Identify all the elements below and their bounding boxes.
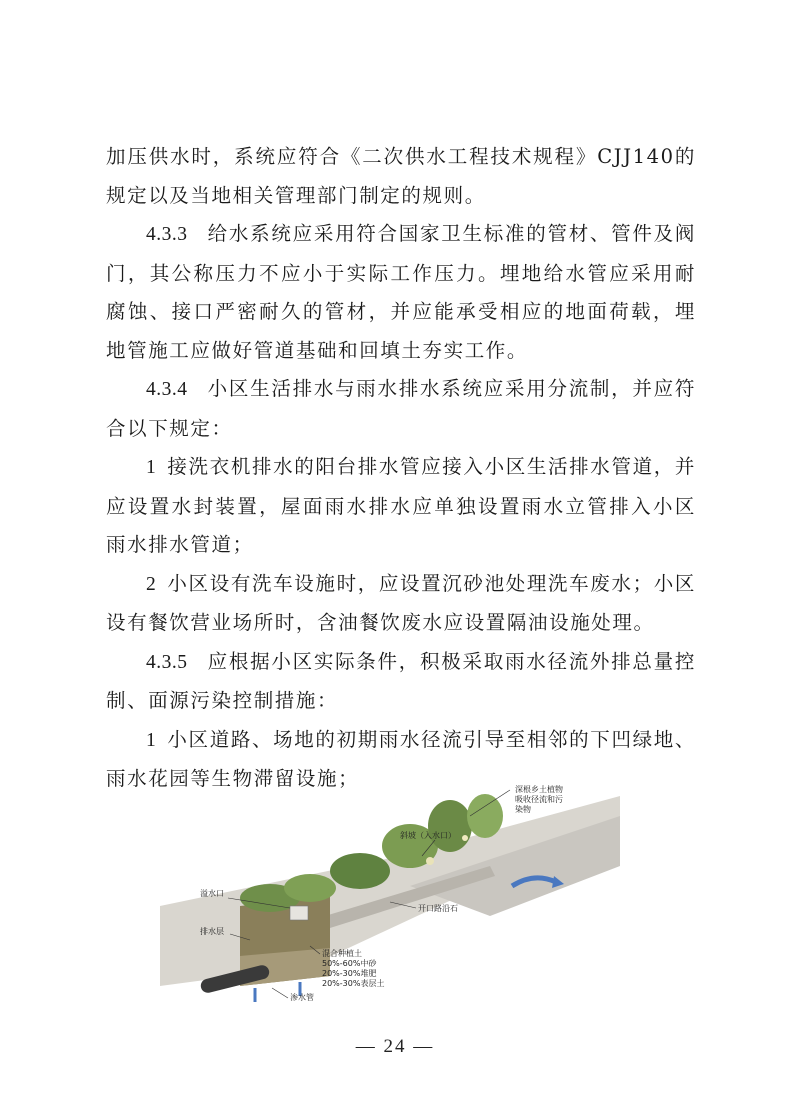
label-slope: 斜坡（入水口） (400, 831, 456, 840)
clause-4-3-3 (106, 215, 696, 370)
clause-number: 4.3.3 (146, 224, 188, 245)
label-plants-1: 深根乡土植物 (515, 785, 563, 794)
paragraph-text: 接洗衣机排水的阳台排水管应接入小区生活排水管道，并应设置水封装置，屋面雨水排水应单独设置雨水立管排入小区雨水排水管道； (106, 455, 696, 556)
leader-line (272, 988, 288, 998)
clause-4-3-5 (106, 643, 696, 721)
label-overflow: 溢水口 (200, 889, 224, 898)
label-plants-3: 染物 (515, 805, 531, 814)
clause-4-3-4 (106, 370, 696, 448)
item-number: 1 (146, 729, 158, 751)
label-pipe: 渗水管 (290, 993, 314, 1002)
plant-cluster (330, 853, 390, 889)
label-soil-1: 混合种植土 (322, 949, 362, 958)
label-plants-2: 吸收径流和污 (515, 795, 563, 804)
bioretention-figure (160, 776, 620, 1006)
bioretention-illustration (160, 776, 620, 1006)
item-number: 2 (146, 573, 158, 595)
label-soil-4: 20%-30%表层土 (322, 979, 385, 988)
flower (462, 835, 468, 841)
label-curb: 开口路沿石 (418, 904, 458, 913)
paragraph-text: 应根据小区实际条件，积极采取雨水径流外排总量控制、面源污染控制措施： (106, 649, 696, 712)
label-drain-layer: 排水层 (200, 927, 224, 936)
list-item (106, 448, 696, 565)
overflow-box (290, 906, 308, 920)
plant-cluster (428, 800, 472, 852)
paragraph-text: 小区道路、场地的初期雨水径流引导至相邻的下凹绿地、雨水花园等生物滞留设施； (106, 727, 696, 790)
paragraph-text: 小区设有洗车设施时，应设置沉砂池处理洗车废水；小区设有餐饮营业场所时，含油餐饮废水应设置隔油设施处理。 (106, 571, 696, 634)
paragraph-text: 小区生活排水与雨水排水系统应采用分流制，并应符合以下规定： (106, 377, 696, 440)
clause-number: 4.3.5 (146, 651, 188, 673)
page-number: — 24 — (355, 1036, 435, 1057)
label-soil-2: 50%-60%中砂 (322, 959, 377, 968)
flower (426, 857, 434, 865)
clause-number: 4.3.4 (146, 379, 188, 400)
plant-cluster (467, 794, 503, 838)
list-item (106, 565, 696, 643)
body-text (106, 138, 696, 799)
item-number: 1 (146, 457, 158, 478)
paragraph-continuation (106, 138, 696, 215)
plant-cluster (284, 874, 336, 902)
paragraph-text: 给水系统应采用符合国家卫生标准的管材、管件及阀门，其公称压力不应小于实际工作压力。埋地给水管应采用耐腐蚀、接口严密耐久的管材，并应能承受相应的地面荷载，埋地管施工应做好管道基础和回填土夯实工作。 (106, 222, 696, 362)
label-soil-3: 20%-30%堆肥 (322, 969, 377, 978)
paragraph-text: 加压供水时，系统应符合《二次供水工程技术规程》CJJ140的规定以及当地相关管理部门制定的规则。 (106, 145, 696, 207)
